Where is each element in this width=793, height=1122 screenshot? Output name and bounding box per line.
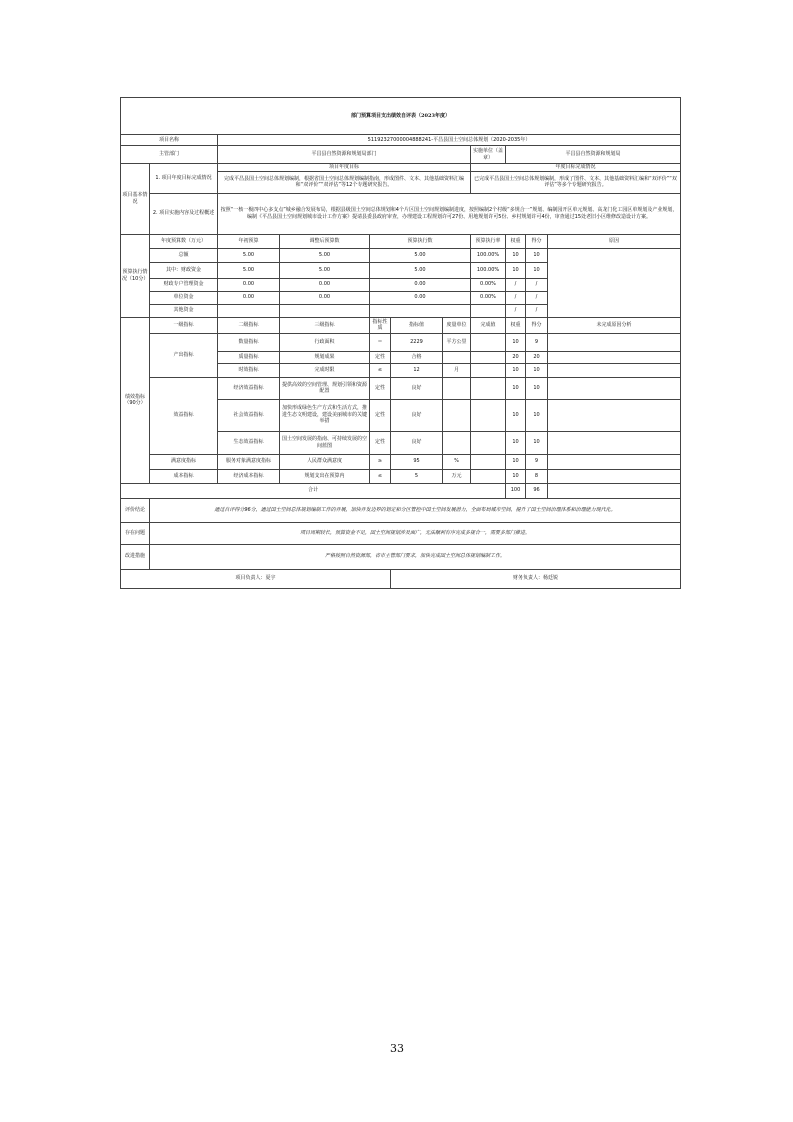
budget-cell: 0.00 <box>280 291 370 304</box>
project-name-label: 项目名称 <box>121 135 218 146</box>
problem-label: 存在问题 <box>121 522 150 544</box>
perf-cell: 经济成本指标 <box>218 469 280 483</box>
budget-cell: 10 <box>506 262 526 278</box>
perf-cell: % <box>443 454 471 469</box>
perf-cell: 国土空间发展的指南、可持续发展的空间蓝图 <box>280 431 370 454</box>
perf-cell: 社会效益指标 <box>218 399 280 431</box>
impl: 平昌县自然资源和规划局 <box>506 146 681 164</box>
perf-cell <box>443 351 471 363</box>
perf-cell: 8 <box>526 469 548 483</box>
budget-cell: / <box>526 291 548 304</box>
project-name: 51192327000004888241-平昌县国土空间总体规划（2020-2035年） <box>218 135 681 146</box>
cost-label: 成本指标 <box>150 469 218 483</box>
perf-cell: 良好 <box>391 399 443 431</box>
output-label: 产出指标 <box>150 333 218 377</box>
goal-label: 1. 项目年度目标完成情况 <box>150 164 218 194</box>
perf-cell: 合格 <box>391 351 443 363</box>
perf-label: 绩效指标（90分） <box>121 317 150 483</box>
done-text: 已完成平昌县国土空间总体规划编制，形成了图件、文本、其他基础资料汇编和“双评价”“双评估”等多个专题研究报告。 <box>471 171 681 193</box>
perf-cell: 平方公里 <box>443 333 471 351</box>
perf-header: 指标性质 <box>370 317 391 333</box>
perf-cell <box>471 351 506 363</box>
total-row <box>121 483 681 498</box>
budget-cell: 5.00 <box>370 248 471 262</box>
budget-cell <box>280 304 370 317</box>
budget-cell: 0.00% <box>471 291 506 304</box>
dept: 平昌县自然资源和规划局部门 <box>218 146 471 164</box>
perf-cell: 加快形成绿色生产方式和生活方式，推进生态文明建设，建设美丽城市的关键举措 <box>280 399 370 431</box>
perf-cell: 数量指标 <box>218 333 280 351</box>
perf-header: 完成值 <box>471 317 506 333</box>
perf-cell: 经济效益指标 <box>218 377 280 399</box>
perf-cell: 10 <box>526 377 548 399</box>
budget-cell: 总额 <box>150 248 218 262</box>
perf-cell: 10 <box>526 399 548 431</box>
perf-cell <box>471 333 506 351</box>
budget-header: 调整后预算数 <box>280 234 370 248</box>
goal-header: 项目年度目标 <box>218 164 471 172</box>
perf-header: 指标值 <box>391 317 443 333</box>
perf-cell: ≥ <box>370 454 391 469</box>
budget-header: 年度预算数（万元） <box>150 234 218 248</box>
perf-cell: 完成时限 <box>280 363 370 377</box>
budget-reason <box>548 248 681 317</box>
sat-label: 满意度指标 <box>150 454 218 469</box>
budget-cell: 5.00 <box>218 262 280 278</box>
table-title: 部门预算项目支出绩效自评表（2023年度） <box>121 98 681 135</box>
perf-row <box>121 454 681 469</box>
budget-cell: 5.00 <box>280 262 370 278</box>
budget-cell: 10 <box>506 248 526 262</box>
perf-cell: 定性 <box>370 351 391 363</box>
perf-cell: ≤ <box>370 469 391 483</box>
budget-cell: 0.00 <box>218 291 280 304</box>
perf-cell: 9 <box>526 454 548 469</box>
budget-cell: 5.00 <box>218 248 280 262</box>
perf-header: 得分 <box>526 317 548 333</box>
perf-cell <box>471 469 506 483</box>
impl-label: 实施单位（盖章） <box>471 146 506 164</box>
budget-cell: 100.00% <box>471 248 506 262</box>
budget-cell: 其他资金 <box>150 304 218 317</box>
perf-cell: 10 <box>506 469 526 483</box>
perf-cell <box>548 351 681 363</box>
perf-cell: 20 <box>506 351 526 363</box>
perf-cell <box>471 454 506 469</box>
perf-cell: 定性 <box>370 431 391 454</box>
problem-text: 项目周期较长，预算资金不足，国土空间规划涉及面广，无法顺利有序完成多规合一，需要多部门推进。 <box>150 522 681 544</box>
perf-header: 度量单位 <box>443 317 471 333</box>
perf-cell <box>548 377 681 399</box>
perf-row <box>121 333 681 351</box>
perf-cell: 10 <box>506 333 526 351</box>
budget-cell: 5.00 <box>280 248 370 262</box>
budget-cell: 0.00 <box>370 278 471 291</box>
budget-cell: / <box>506 278 526 291</box>
perf-cell <box>443 399 471 431</box>
budget-cell: 0.00 <box>370 291 471 304</box>
perf-cell: 10 <box>506 454 526 469</box>
budget-header: 原因 <box>548 234 681 248</box>
budget-header: 得分 <box>526 234 548 248</box>
total-weight: 100 <box>506 483 526 498</box>
perf-cell <box>471 431 506 454</box>
perf-cell: 10 <box>506 363 526 377</box>
budget-header: 年初预算 <box>218 234 280 248</box>
conclusion-label: 评价结论 <box>121 498 150 522</box>
measure-label: 改进措施 <box>121 544 150 569</box>
perf-cell: 9 <box>526 333 548 351</box>
perf-cell <box>548 469 681 483</box>
budget-cell: 100.00% <box>471 262 506 278</box>
perf-cell: 人民群众满意度 <box>280 454 370 469</box>
budget-cell: / <box>526 278 548 291</box>
project-lead: 项目负责人：夏宇 <box>121 569 391 588</box>
perf-cell <box>548 454 681 469</box>
perf-cell <box>548 363 681 377</box>
perf-cell: 10 <box>526 363 548 377</box>
perf-cell: ＝ <box>370 333 391 351</box>
perf-cell: 规划支出在预算内 <box>280 469 370 483</box>
budget-cell: / <box>506 291 526 304</box>
budget-cell <box>218 304 280 317</box>
perf-cell: 10 <box>506 377 526 399</box>
total-label: 合计 <box>121 483 506 498</box>
perf-cell: 10 <box>506 399 526 431</box>
budget-cell: / <box>506 304 526 317</box>
goal-text: 完成平昌县国土空间总体规划编制，根据省国土空间总体规划编制指南，形成图件、文本、其他基础资料汇编和“双评价”“双评估”等12个专题研究报告。 <box>218 171 471 193</box>
budget-header: 权重 <box>506 234 526 248</box>
performance-self-evaluation-table <box>120 97 681 589</box>
done-header: 年度目标完成情况 <box>471 164 681 172</box>
perf-cell: 生态效益指标 <box>218 431 280 454</box>
perf-cell: 2229 <box>391 333 443 351</box>
perf-cell <box>548 399 681 431</box>
perf-cell <box>548 431 681 454</box>
perf-header: 三级指标 <box>280 317 370 333</box>
perf-cell <box>443 431 471 454</box>
perf-cell: 5 <box>391 469 443 483</box>
budget-header: 预算执行率 <box>471 234 506 248</box>
perf-cell: 定性 <box>370 399 391 431</box>
perf-cell: ≤ <box>370 363 391 377</box>
total-score: 96 <box>526 483 548 498</box>
perf-cell: 质量指标 <box>218 351 280 363</box>
process-label: 2. 项目实施内容及过程概述 <box>150 193 218 234</box>
perf-cell: 月 <box>443 363 471 377</box>
budget-cell: 0.00 <box>280 278 370 291</box>
budget-cell <box>471 304 506 317</box>
dept-label: 主管部门 <box>121 146 218 164</box>
finance-lead: 财务负责人：杨廷锐 <box>391 569 681 588</box>
perf-cell: 万元 <box>443 469 471 483</box>
perf-cell <box>548 333 681 351</box>
perf-cell <box>471 399 506 431</box>
budget-label: 预算执行情况（10分） <box>121 234 150 317</box>
perf-header: 未完成原因分析 <box>548 317 681 333</box>
perf-cell: 良好 <box>391 431 443 454</box>
perf-row <box>121 377 681 399</box>
budget-cell: 0.00 <box>218 278 280 291</box>
budget-cell: 单位资金 <box>150 291 218 304</box>
perf-cell: 10 <box>526 431 548 454</box>
budget-cell: 财政专户管理资金 <box>150 278 218 291</box>
page-number: 33 <box>390 1042 404 1055</box>
perf-cell: 提供高效的空间管理、规划引领和资源配置 <box>280 377 370 399</box>
benefit-label: 效益指标 <box>150 377 218 454</box>
perf-cell: 95 <box>391 454 443 469</box>
budget-cell: 0.00% <box>471 278 506 291</box>
conclusion-text: 通过自评得分96分，通过国土空间总体规划编制工作的开展，加快开发边界的划定和分区管控中国土空间发展潜力，全面布局城市空间，提升了国土空间治理体系和治理能力现代化。 <box>150 498 681 522</box>
total-blank <box>548 483 681 498</box>
perf-cell: 20 <box>526 351 548 363</box>
perf-header: 一级指标 <box>150 317 218 333</box>
perf-cell <box>471 363 506 377</box>
perf-cell <box>443 377 471 399</box>
budget-header: 预算执行数 <box>370 234 471 248</box>
perf-cell: 定性 <box>370 377 391 399</box>
perf-row <box>121 469 681 483</box>
perf-cell <box>471 377 506 399</box>
perf-cell: 规划成果 <box>280 351 370 363</box>
perf-cell: 12 <box>391 363 443 377</box>
budget-row <box>121 248 681 262</box>
perf-cell: 时效指标 <box>218 363 280 377</box>
perf-header: 权重 <box>506 317 526 333</box>
perf-cell: 行政面积 <box>280 333 370 351</box>
perf-cell: 10 <box>506 431 526 454</box>
perf-cell: 良好 <box>391 377 443 399</box>
measure-text: 严格按照自然资源部，省市主管部门要求，加快完成国土空间总体规划编制工作。 <box>150 544 681 569</box>
basic-label: 项目基本情况 <box>121 164 150 235</box>
budget-cell: 其中：财政资金 <box>150 262 218 278</box>
process-text: 按照“一核一极四中心多支点”城乡融合发展布局，根据县级国土空间总体规划和4个片区国土空间规划编制进度，按照编制2个村级“多规合一”规划、编制园开区单元规划、高龙门化工园区单规划及产业规划，编制《平昌县国土空间规划城市设计工作方案》提请县委县政府审查，办理建设工程规划许可27份、用地规划许可5份、乡村规划许可4份，审查通过15处老旧小区维修改造设计方案。 <box>218 193 681 234</box>
budget-cell: 5.00 <box>370 262 471 278</box>
budget-cell: 10 <box>526 248 548 262</box>
perf-cell: 服务对象满意度指标 <box>218 454 280 469</box>
budget-cell: / <box>526 304 548 317</box>
budget-cell: 10 <box>526 262 548 278</box>
perf-header: 二级指标 <box>218 317 280 333</box>
budget-cell <box>370 304 471 317</box>
